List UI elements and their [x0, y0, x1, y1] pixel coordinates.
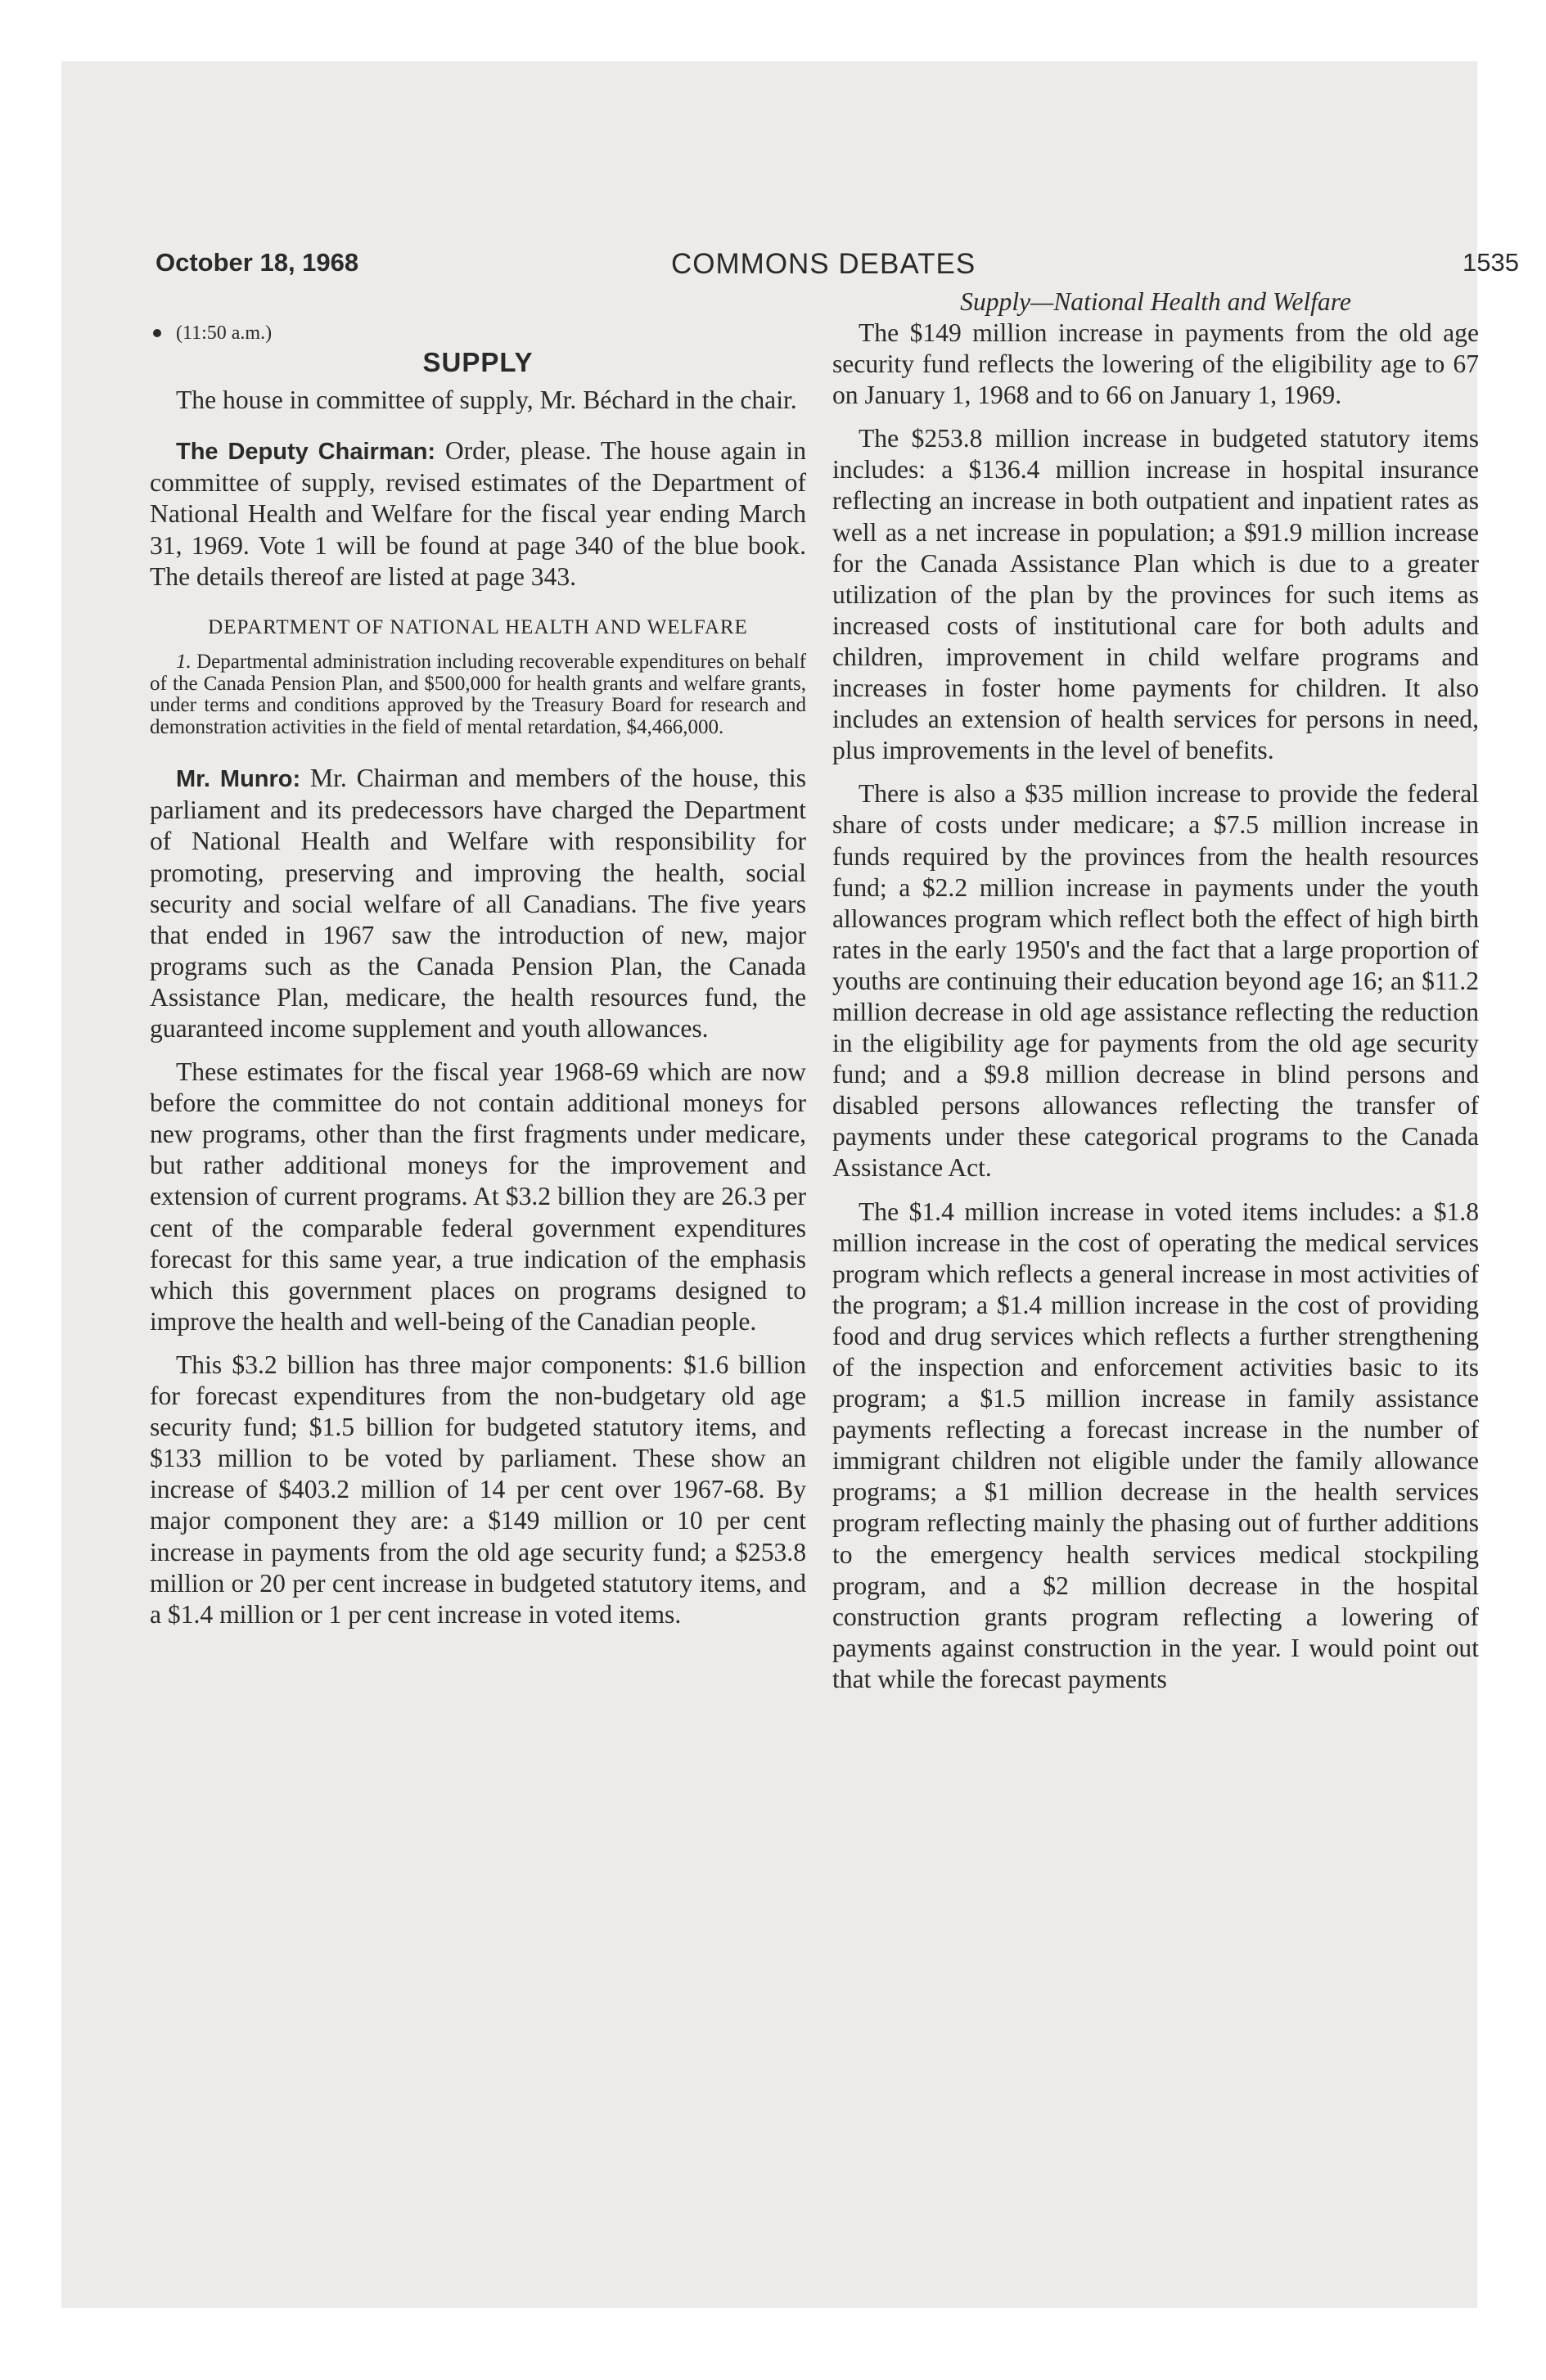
header-title: COMMONS DEBATES [671, 248, 976, 280]
vote-number: 1. [176, 651, 192, 674]
department-heading: DEPARTMENT OF NATIONAL HEALTH AND WELFARE [208, 615, 748, 638]
deputy-chairman-paragraph [150, 435, 806, 592]
right-paragraph-3: There is also a $35 million increase to provide the federal share of costs under medicare; a $7.5 million increase in funds required by the provinces from the health resources fund; a $2.2 million increase in payments under the youth allowances program which reflect both the effect of high birth rates in the early 1950's and the fact that a large proportion of youths are continuing their education beyond age 16; an $11.2 million decrease in old age assistance reflecting the reduction in the eligibility age for payments from the old age security fund; and a $9.8 million decrease in blind persons and disabled persons allowances reflecting the transfer of payments under these categorical programs to the Canada Assistance Act. [832, 779, 1479, 1183]
speaker-name: Mr. Munro: [176, 766, 301, 793]
right-paragraph-4: The $1.4 million increase in voted items includes: a $1.8 million increase in the cost of operating the medical services program which reflects a general increase in most activities of the program; a $1.4 million increase in the cost of providing food and drug services which reflects a further strengthening of the inspection and enforcement activities basic to its program; a $1.5 million increase in family assistance payments reflecting a forecast increase in the number of immigrant children not eligible under the family allowance programs; a $1 million decrease in the health services program reflecting mainly the phasing out of further additions to the emergency health services medical stockpiling program, and a $2 million decrease in the hospital construction grants program reflecting a lowering of payments against construction in the year. I would point out that while the forecast payments [832, 1197, 1479, 1693]
munro-paragraph-3: This $3.2 billion has three major components: $1.6 billion for forecast expenditures from the non-budgetary old age security fund; $1.5 billion for budgeted statutory items, and $133 million to be voted by parliament. These show an increase of $403.2 million of 14 per cent over 1967-68. By major component they are: a $149 million or 10 per cent increase in payments from the old age security fund; a $253.8 million or 20 per cent increase in budgeted statutory items, and a $1.4 million or 1 per cent increase in voted items. [150, 1350, 806, 1629]
right-paragraph-1: The $149 million increase in payments from the old age security fund reflects the lowering of the eligibility age to 67 on January 1, 1968 and to 66 on January 1, 1969. [832, 318, 1479, 410]
time-stamp [150, 318, 806, 349]
munro-text-1: Mr. Chairman and members of the house, this parliament and its predecessors have charged the Department of National Health and Welfare with responsibility for promoting, preserving and improving the health, social security and social welfare of all Canadians. The five years that ended in 1967 saw the introduction of new, major programs such as the Canada Pension Plan, the Canada Assistance Plan, medicare, the health resources fund, the guaranteed income supplement and youth allowances. [150, 764, 806, 1043]
vote-item [150, 651, 806, 738]
munro-paragraph-2: These estimates for the fiscal year 1968-69 which are now before the committee do not contain additional moneys for new programs, other than the first fragments under medicare, but rather additional moneys for the improvement and extension of current programs. At $3.2 billion they are 26.3 per cent of the comparable federal government expenditures forecast for this same year, a true indication of the emphasis which this government places on programs designed to improve the health and well-being of the Canadian people. [150, 1057, 806, 1336]
speaker-name: The Deputy Chairman: [176, 439, 436, 466]
running-head: Supply—National Health and Welfare [960, 287, 1351, 316]
left-column [150, 286, 806, 1630]
vote-text: Departmental administration including recoverable expenditures on behalf of the Canada Pension Plan, and $500,000 for health grants and welfare grants, under terms and conditions approved by the Treasury Board for research and demonstration activities in the field of mental retardation, $4,466,000. [150, 651, 806, 738]
right-paragraph-2: The $253.8 million increase in budgeted statutory items includes: a $136.4 million increase in hospital insurance reflecting an increase in both outpatient and inpatient rates as well as a net increase in population; a $91.9 million increase for the Canada Assistance Plan which is due to a greater utilization of the plan by the provinces for such items as increased costs of institutional care for both adults and children, improvement in child welfare programs and increases in foster home payments for children. It also includes an extension of health services for persons in need, plus improvements in the level of benefits. [832, 424, 1479, 765]
scanned-page [61, 61, 1519, 2308]
deputy-text: Order, please. The house again in committee of supply, revised estimates of the Department of National Health and Welfare for the fiscal year ending March 31, 1969. Vote 1 will be found at page 340 of the blue book. The details thereof are listed at page 343. [150, 436, 806, 591]
time-stamp-text: (11:50 a.m.) [176, 322, 273, 344]
house-note: The house in committee of supply, Mr. Béchard in the chair. [176, 385, 797, 415]
munro-paragraph-1 [150, 763, 806, 1044]
header-date: October 18, 1968 [156, 248, 359, 277]
section-title: SUPPLY [422, 347, 534, 378]
right-column [832, 286, 1479, 1695]
bullet-icon [153, 329, 161, 337]
page-number: 1535 [1463, 248, 1519, 277]
